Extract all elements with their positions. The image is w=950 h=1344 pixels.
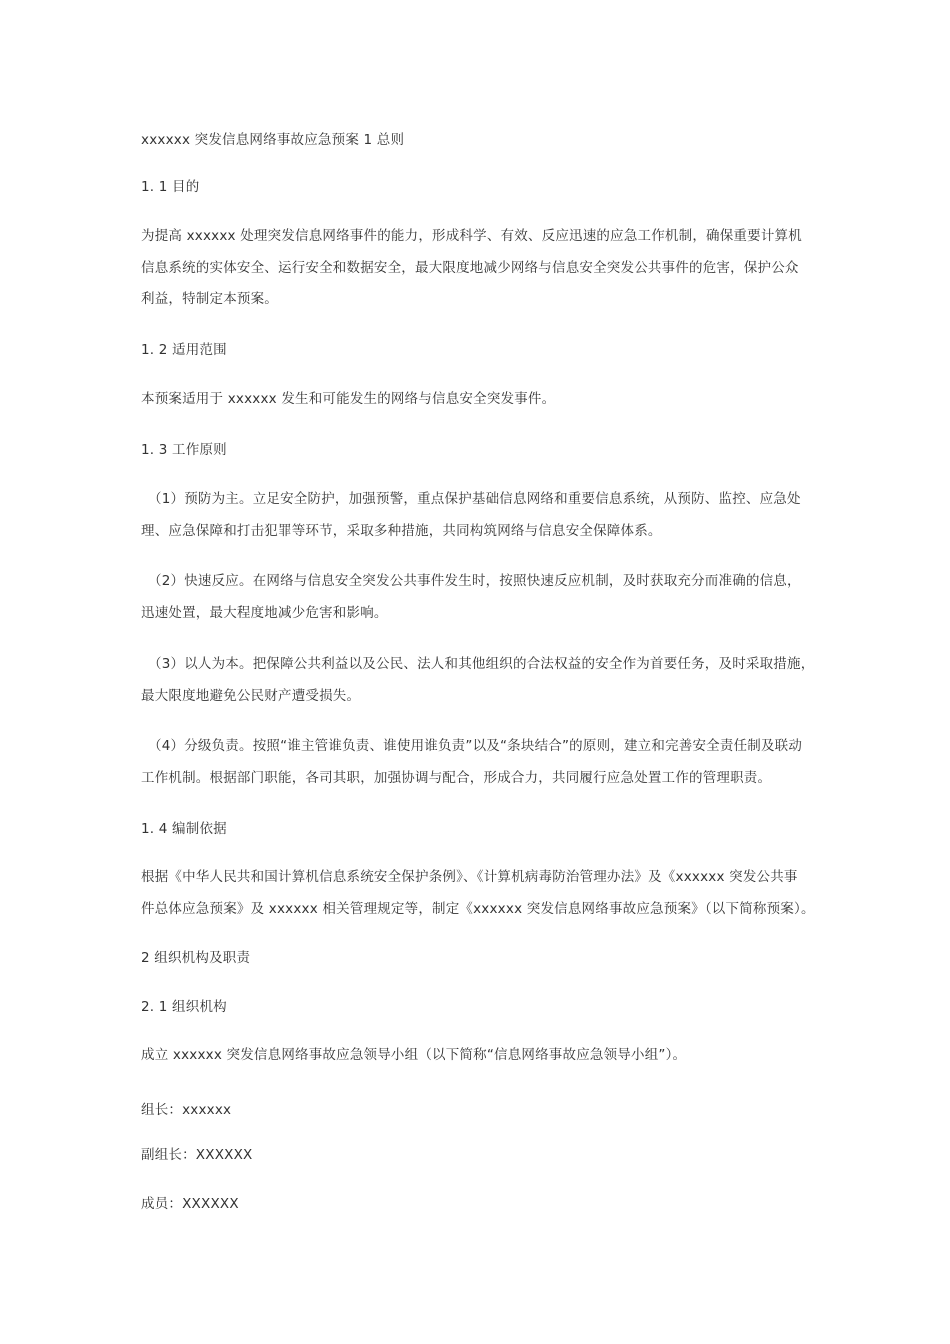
principle-2-line: 迅速处置，最大程度地减少危害和影响。	[141, 605, 388, 621]
section-1-4-line: 件总体应急预案》及 xxxxxx 相关管理规定等，制定《xxxxxx 突发信息网络事故应急预案》（以下简称预案）。	[141, 901, 815, 917]
section-2-heading: 2 组织机构及职责	[141, 950, 251, 966]
principle-2-line: （2）快速反应。在网络与信息安全突发公共事件发生时，按照快速反应机制，及时获取充分而准确的信息，	[148, 573, 801, 589]
section-1-1-line: 利益，特制定本预案。	[141, 291, 278, 307]
section-1-1-line: 信息系统的实体安全、运行安全和数据安全，最大限度地减少网络与信息安全突发公共事件的危害，保护公众	[141, 260, 799, 276]
members-line: 成员：XXXXXX	[141, 1196, 239, 1212]
section-2-1-heading: 2. 1 组织机构	[141, 999, 227, 1015]
section-1-4-line: 根据《中华人民共和国计算机信息系统安全保护条例》、《计算机病毒防治管理办法》及《xxxxxx 突发公共事	[141, 869, 798, 885]
principle-1-line: 理、应急保障和打击犯罪等环节，采取多种措施，共同构筑网络与信息安全保障体系。	[141, 523, 662, 539]
principle-4-line: 工作机制。根据部门职能，各司其职，加强协调与配合，形成合力，共同履行应急处置工作的管理职责。	[141, 770, 772, 786]
principle-4-line: （4）分级负责。按照“谁主管谁负责、谁使用谁负责”以及“条块结合”的原则，建立和完善安全责任制及联动	[148, 738, 803, 754]
section-1-3-heading: 1. 3 工作原则	[141, 442, 227, 458]
principle-1-line: （1）预防为主。立足安全防护，加强预警，重点保护基础信息网络和重要信息系统，从预防、监控、应急处	[148, 491, 801, 507]
principle-3-line: 最大限度地避免公民财产遭受损失。	[141, 688, 361, 704]
section-2-1-line: 成立 xxxxxx 突发信息网络事故应急领导小组（以下简称“信息网络事故应急领导小组”）。	[141, 1047, 687, 1063]
document-title: xxxxxx 突发信息网络事故应急预案 1 总则	[141, 132, 405, 148]
deputy-leader-line: 副组长：XXXXXX	[141, 1147, 253, 1163]
section-1-1-heading: 1. 1 目的	[141, 179, 200, 195]
section-1-2-line: 本预案适用于 xxxxxx 发生和可能发生的网络与信息安全突发事件。	[141, 391, 556, 407]
section-1-1-line: 为提高 xxxxxx 处理突发信息网络事件的能力，形成科学、有效、反应迅速的应急工作机制，确保重要计算机	[141, 228, 802, 244]
section-1-4-heading: 1. 4 编制依据	[141, 821, 227, 837]
principle-3-line: （3）以人为本。把保障公共利益以及公民、法人和其他组织的合法权益的安全作为首要任务，及时采取措施，	[148, 656, 815, 672]
leader-line: 组长：xxxxxx	[141, 1102, 232, 1118]
section-1-2-heading: 1. 2 适用范围	[141, 342, 227, 358]
